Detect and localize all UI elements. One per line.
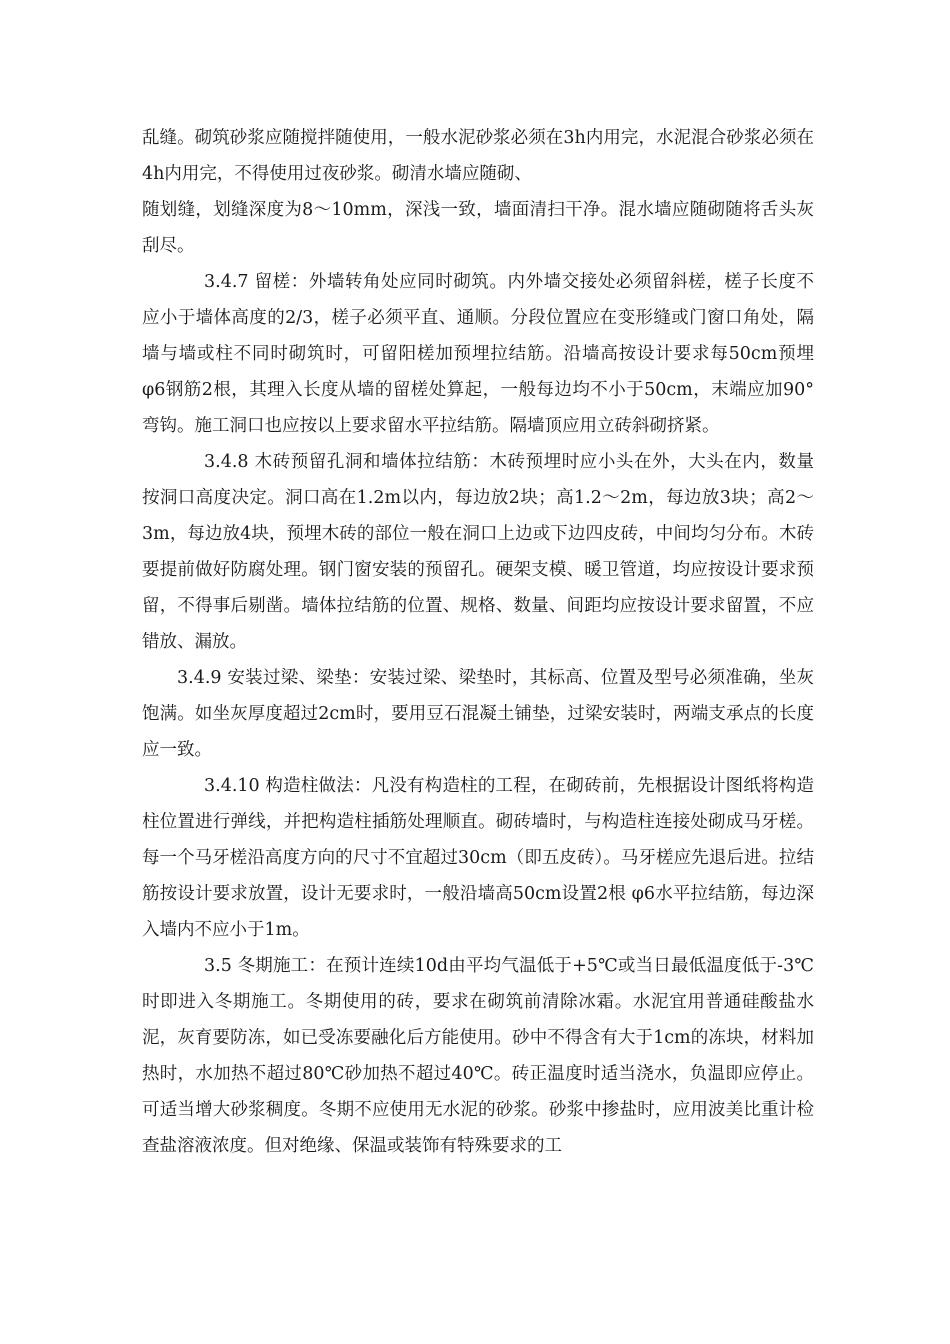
- paragraph-3-4-7: 3.4.7 留槎：外墙转角处应同时砌筑。内外墙交接处必须留斜槎，槎子长度不应小于墙体高度的2/3，槎子必须平直、通顺。分段位置应在变形缝或门窗口角处，隔墙与墙或柱不同时砌筑时，可留阳槎加预埋拉结筋。沿墙高按设计要求每50cm预埋 φ6钢筋2根，其理入长度从墙的留槎处算起，一般每边均不小于50cm，末端应加90° 弯钩。施工洞口也应按以上要求留水平拉结筋。隔墙顶应用立砖斜砌挤紧。: [142, 272, 814, 436]
- paragraph-3-5: 3.5 冬期施工：在预计连续10d由平均气温低于+5℃或当日最低温度低于-3℃时即进入冬期施工。冬期使用的砖，要求在砌筑前清除冰霜。水泥宜用普通硅酸盐水泥，灰育要防冻，如已受冻要融化后方能使用。砂中不得含有大于1cm的冻块，材料加热时，水加热不超过80℃砂加热不超过40℃。砖正温度时适当浇水，负温即应停止。可适当增大砂浆稠度。冬期不应使用无水泥的砂浆。砂浆中掺盐时，应用波美比重计检查盐溶液浓度。但对绝缘、保温或装饰有特殊要求的工: [142, 956, 814, 1156]
- document-body: [142, 120, 814, 1164]
- paragraph-continuation-1: 乱缝。砌筑砂浆应随搅拌随使用，一般水泥砂浆必须在3h内用完，水泥混合砂浆必须在4h内用完，不得使用过夜砂浆。砌清水墙应随砌、: [142, 128, 814, 184]
- paragraph-3-4-9: 3.4.9 安装过梁、梁垫：安装过梁、梁垫时，其标高、位置及型号必须准确，坐灰饱满。如坐灰厚度超过2cm时，要用豆石混凝土铺垫，过梁安装时，两端支承点的长度应一致。: [142, 668, 814, 760]
- paragraph-3-4-8: 3.4.8 木砖预留孔洞和墙体拉结筋：木砖预埋时应小头在外，大头在内，数量按洞口高度决定。洞口高在1.2m以内，每边放2块；高1.2～2m，每边放3块；高2～3m，每边放4块，预埋木砖的部位一般在洞口上边或下边四皮砖，中间均匀分布。木砖要提前做好防腐处理。钢门窗安装的预留孔。硬架支模、暖卫管道，均应按设计要求预留，不得事后剔凿。墙体拉结筋的位置、规格、数量、间距均应按设计要求留置，不应错放、漏放。: [142, 452, 814, 652]
- paragraph-3-4-10: 3.4.10 构造柱做法：凡没有构造柱的工程，在砌砖前，先根据设计图纸将构造柱位置进行弹线，并把构造柱插筋处理顺直。砌砖墙时，与构造柱连接处砌成马牙槎。每一个马牙槎沿高度方向的尺寸不宜超过30cm（即五皮砖）。马牙槎应先退后进。拉结筋按设计要求放置，设计无要求时，一般沿墙高50cm设置2根 φ6水平拉结筋，每边深入墙内不应小于1m。: [142, 776, 814, 940]
- paragraph-continuation-2: 随划缝，划缝深度为8～10mm，深浅一致，墙面清扫干净。混水墙应随砌随将舌头灰刮尽。: [142, 200, 814, 256]
